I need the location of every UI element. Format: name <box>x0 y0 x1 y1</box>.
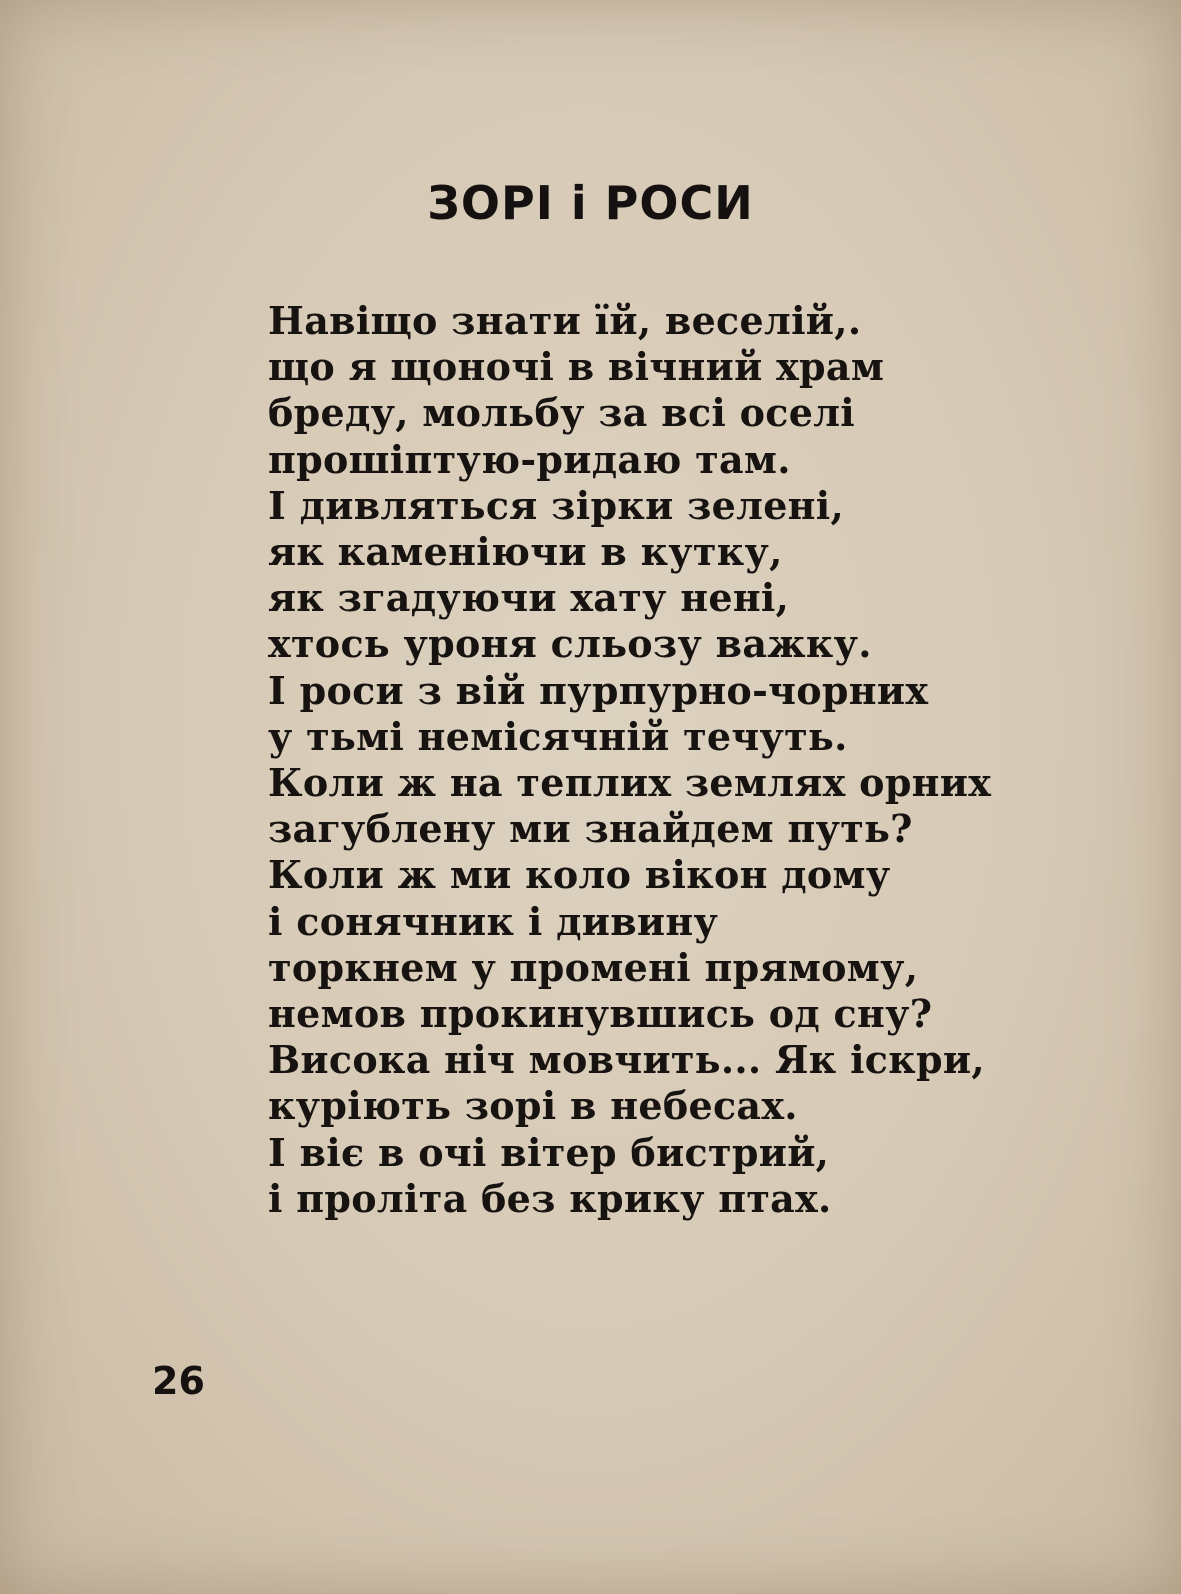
page-number: 26 <box>152 1359 205 1403</box>
poem-line: як згадуючи хату нені, <box>268 575 790 621</box>
poem-line: І віє в очі вітер бистрий, <box>268 1129 830 1175</box>
poem-line: Коли ж ми коло вікон дому <box>268 852 891 898</box>
poem-line: Коли ж на теплих землях орних <box>268 760 992 806</box>
poem-line: І дивляться зірки зелені, <box>268 482 845 528</box>
poem-line: Висока ніч мовчить... Як іскри, <box>268 1037 985 1083</box>
poem-line: і проліта без крику птах. <box>268 1175 832 1221</box>
poem-line: загублену ми знайдем путь? <box>268 806 913 852</box>
poem-line: Навіщо знати їй, веселій,. <box>268 298 862 343</box>
poem-line: немов прокинувшись од сну? <box>268 991 933 1037</box>
poem-body <box>268 298 1148 1222</box>
poem-line: прошіптую-ридаю там. <box>268 436 791 482</box>
poem-title: ЗОРІ і РОСИ <box>427 176 754 230</box>
poem-line: хтось уроня сльозу важку. <box>268 621 872 667</box>
poem-line: і сонячник і дивину <box>268 898 719 944</box>
poem-line: бреду, мольбу за всі оселі <box>268 390 856 436</box>
poem-line: куріють зорі в небесах. <box>268 1083 798 1129</box>
poem-line: у тьмі немісячній течуть. <box>268 713 848 759</box>
poem-line: І роси з вій пурпурно-чорних <box>268 667 929 713</box>
poem-line: що я щоночі в вічний храм <box>268 344 885 390</box>
poem-line: торкнем у промені прямому, <box>268 944 919 990</box>
poem-line: як каменіючи в кутку, <box>268 529 783 575</box>
